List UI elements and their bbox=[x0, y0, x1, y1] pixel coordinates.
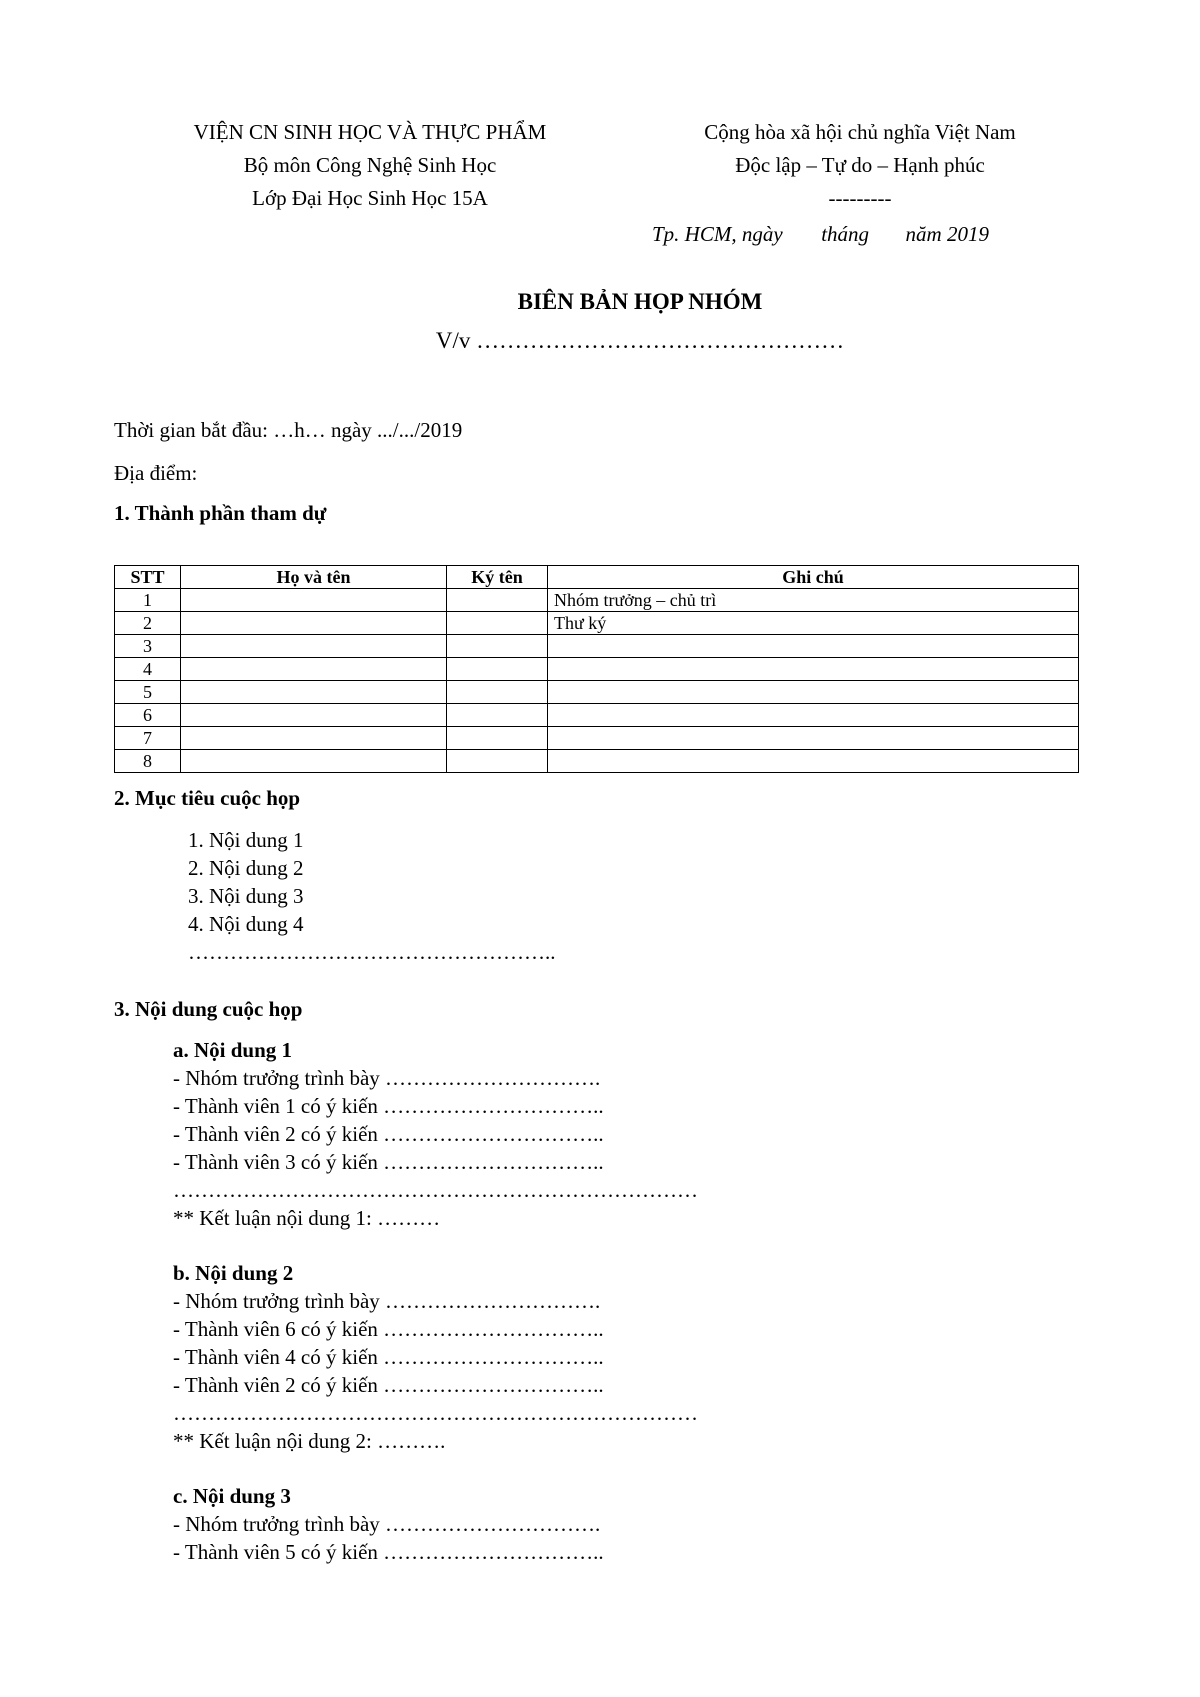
row-name bbox=[181, 658, 447, 681]
row-stt: 6 bbox=[115, 704, 181, 727]
part-line: - Thành viên 1 có ý kiến ………………………….. bbox=[173, 1094, 604, 1118]
row-stt: 1 bbox=[115, 589, 181, 612]
column-header-note: Ghi chú bbox=[548, 566, 1079, 589]
column-header-name: Họ và tên bbox=[181, 566, 447, 589]
row-note bbox=[548, 704, 1079, 727]
part-conclusion: ** Kết luận nội dung 2: ………. bbox=[173, 1429, 446, 1453]
row-signature bbox=[447, 681, 548, 704]
part-line: - Nhóm trưởng trình bày …………………………. bbox=[173, 1066, 601, 1090]
list-item-trailing: …………………………………………….. bbox=[188, 940, 556, 964]
table-row bbox=[115, 681, 1079, 704]
row-signature bbox=[447, 727, 548, 750]
objectives-list bbox=[188, 826, 556, 966]
part-conclusion: ** Kết luận nội dung 1: ……… bbox=[173, 1206, 441, 1230]
part-line: - Thành viên 3 có ý kiến ………………………….. bbox=[173, 1150, 604, 1174]
list-item: 1. Nội dung 1 bbox=[188, 828, 304, 852]
row-stt: 3 bbox=[115, 635, 181, 658]
row-note bbox=[548, 727, 1079, 750]
row-signature bbox=[447, 750, 548, 773]
table-row bbox=[115, 750, 1079, 773]
date-place-city: Tp. HCM, bbox=[652, 222, 737, 246]
row-stt: 7 bbox=[115, 727, 181, 750]
part-line: - Thành viên 2 có ý kiến ………………………….. bbox=[173, 1373, 604, 1397]
row-stt: 4 bbox=[115, 658, 181, 681]
table-row bbox=[115, 704, 1079, 727]
attendees-table bbox=[114, 565, 1079, 773]
part-line: - Thành viên 2 có ý kiến ………………………….. bbox=[173, 1122, 604, 1146]
table-row bbox=[115, 658, 1079, 681]
list-item: 4. Nội dung 4 bbox=[188, 912, 304, 936]
row-name bbox=[181, 589, 447, 612]
table-row bbox=[115, 727, 1079, 750]
org-class: Lớp Đại Học Sinh Học 15A bbox=[252, 186, 488, 210]
part-line: - Nhóm trưởng trình bày …………………………. bbox=[173, 1512, 601, 1536]
row-name bbox=[181, 612, 447, 635]
section3-heading: 3. Nội dung cuộc họp bbox=[114, 997, 303, 1021]
row-stt: 2 bbox=[115, 612, 181, 635]
table-row bbox=[115, 589, 1079, 612]
row-note: Nhóm trưởng – chủ trì bbox=[548, 589, 1079, 612]
row-signature bbox=[447, 589, 548, 612]
org-name: VIỆN CN SINH HỌC VÀ THỰC PHẨM bbox=[193, 120, 547, 144]
row-stt: 8 bbox=[115, 750, 181, 773]
column-header-signature: Ký tên bbox=[447, 566, 548, 589]
table-row bbox=[115, 635, 1079, 658]
row-name bbox=[181, 704, 447, 727]
part-line: - Thành viên 4 có ý kiến ………………………….. bbox=[173, 1345, 604, 1369]
content-part-c bbox=[173, 1482, 604, 1566]
content-part-a bbox=[173, 1036, 698, 1232]
list-item: 3. Nội dung 3 bbox=[188, 884, 304, 908]
part-line: ………………………………………………………………… bbox=[173, 1178, 698, 1202]
part-line: ………………………………………………………………… bbox=[173, 1401, 698, 1425]
column-header-stt: STT bbox=[115, 566, 181, 589]
row-name bbox=[181, 681, 447, 704]
date-place bbox=[652, 222, 989, 247]
nation-name: Cộng hòa xã hội chủ nghĩa Việt Nam bbox=[704, 120, 1016, 144]
row-name bbox=[181, 635, 447, 658]
row-signature bbox=[447, 704, 548, 727]
row-note bbox=[548, 750, 1079, 773]
date-year-label: năm 2019 bbox=[905, 222, 989, 246]
start-time: Thời gian bắt đầu: …h… ngày .../.../2019 bbox=[114, 418, 463, 442]
row-name bbox=[181, 750, 447, 773]
section1-heading: 1. Thành phần tham dự bbox=[114, 501, 327, 525]
nation-motto: Độc lập – Tự do – Hạnh phúc bbox=[735, 153, 985, 177]
part-title: b. Nội dung 2 bbox=[173, 1261, 294, 1285]
section2-heading: 2. Mục tiêu cuộc họp bbox=[114, 786, 301, 810]
org-department: Bộ môn Công Nghệ Sinh Học bbox=[243, 153, 497, 177]
row-note: Thư ký bbox=[548, 612, 1079, 635]
row-signature bbox=[447, 612, 548, 635]
row-stt: 5 bbox=[115, 681, 181, 704]
row-note bbox=[548, 658, 1079, 681]
row-signature bbox=[447, 658, 548, 681]
row-name bbox=[181, 727, 447, 750]
date-day-label: ngày bbox=[741, 222, 783, 246]
part-title: c. Nội dung 3 bbox=[173, 1484, 291, 1508]
part-line: - Thành viên 5 có ý kiến ………………………….. bbox=[173, 1540, 604, 1564]
document-subject: V/v ………………………………………… bbox=[435, 328, 845, 353]
row-signature bbox=[447, 635, 548, 658]
list-item: 2. Nội dung 2 bbox=[188, 856, 304, 880]
table-header-row bbox=[115, 566, 1079, 589]
row-note bbox=[548, 635, 1079, 658]
header-separator: --------- bbox=[828, 186, 892, 210]
content-part-b bbox=[173, 1259, 698, 1455]
table-row bbox=[115, 612, 1079, 635]
part-line: - Thành viên 6 có ý kiến ………………………….. bbox=[173, 1317, 604, 1341]
row-note bbox=[548, 681, 1079, 704]
location: Địa điểm: bbox=[114, 461, 198, 485]
document-title: BIÊN BẢN HỌP NHÓM bbox=[517, 289, 763, 314]
date-month-label: tháng bbox=[821, 222, 870, 246]
part-title: a. Nội dung 1 bbox=[173, 1038, 293, 1062]
part-line: - Nhóm trưởng trình bày …………………………. bbox=[173, 1289, 601, 1313]
